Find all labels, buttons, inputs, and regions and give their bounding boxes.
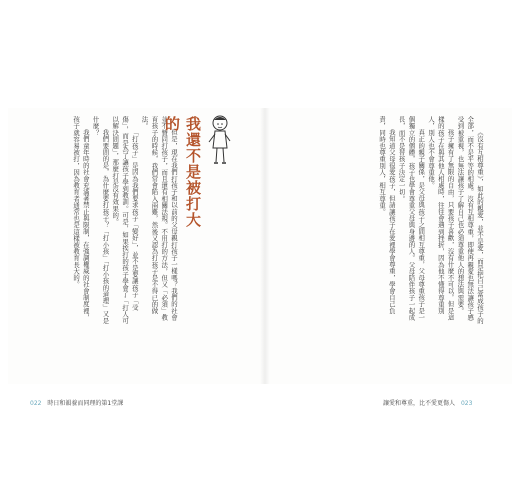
chapter-heading: 我還不是被打大的: [163, 116, 202, 228]
left-page-footer: [26, 398, 123, 407]
book-gutter: [260, 108, 270, 384]
left-page-number: 022: [30, 400, 42, 407]
right-paragraph: 《沒有互相尊重》，如此的親愛，並不是愛，而是把自己當成孩子的全部，而不是平等的相處。沒有互相尊重，即使再親愛也無法讓孩子感受到被重視，也無法讓孩子了解自己也必須尊重他人的想法與需要。: [456, 116, 484, 324]
left-paragraph: 我們童年時的社會充滿著禁止與限制，在強調權威的社會制度裡，孩子就容易被打，因為教育者通常也是這樣被教育長大的。: [72, 116, 90, 321]
right-page-body: [270, 116, 484, 324]
right-page-footer: [383, 398, 476, 407]
book-spread: [8, 108, 512, 407]
right-paragraph: 真正的親子關係，是父母與孩子之間相互尊重，父母尊重孩子是一個獨立的個體，孩子也學會尊重父母與身邊的人。父母陪伴孩子一起成長，而不是替孩子決定一切。: [397, 116, 426, 321]
right-paragraph: 我知道父母很愛孩子，但請讓孩子在愛裡學會尊重，學會自己負責，同時也尊重別人，相互尊重。: [378, 116, 396, 314]
left-paragraph: 「打孩子」是因為我們要求孩子「變好」，並不是要讓孩子「受傷」，而是為了讓孩子學到教訓。可是，如果挨打的孩子學會了「打人可以解決問題」，那麼打是沒有效果的。: [111, 116, 139, 324]
right-page-number: 023: [460, 400, 473, 407]
left-page-body: [30, 116, 178, 324]
left-paragraph: 但是，現在我們打孩子和以前的父母親打孩子一樣嗎？我們的社會並不贊同打孩子，而且還有相關法規。不用打的方法，但又「必須」教育孩子的時候，我們常會陷入兩難，然後又認為打孩子是不得已的做法。: [140, 116, 178, 321]
right-paragraph: 孩子擁有了無限的自由，只要孩子喜歡，沒有什麼不可以。但是這樣的孩子在與其他人相處時，往往會遇到挫折，因為他不懂得尊重別人，別人也不會尊重他。: [427, 116, 455, 321]
right-running-title: 讓愛和尊重，比不愛更傷人: [383, 400, 456, 407]
child-doodle-icon: [206, 114, 232, 168]
left-running-title: 時日和韻養而同理的第1堂課: [47, 400, 124, 407]
left-paragraph: 我們要問的是，為什麼要打孩子？「打小孩」「打小孩的道理」又是什麼？: [91, 116, 110, 324]
